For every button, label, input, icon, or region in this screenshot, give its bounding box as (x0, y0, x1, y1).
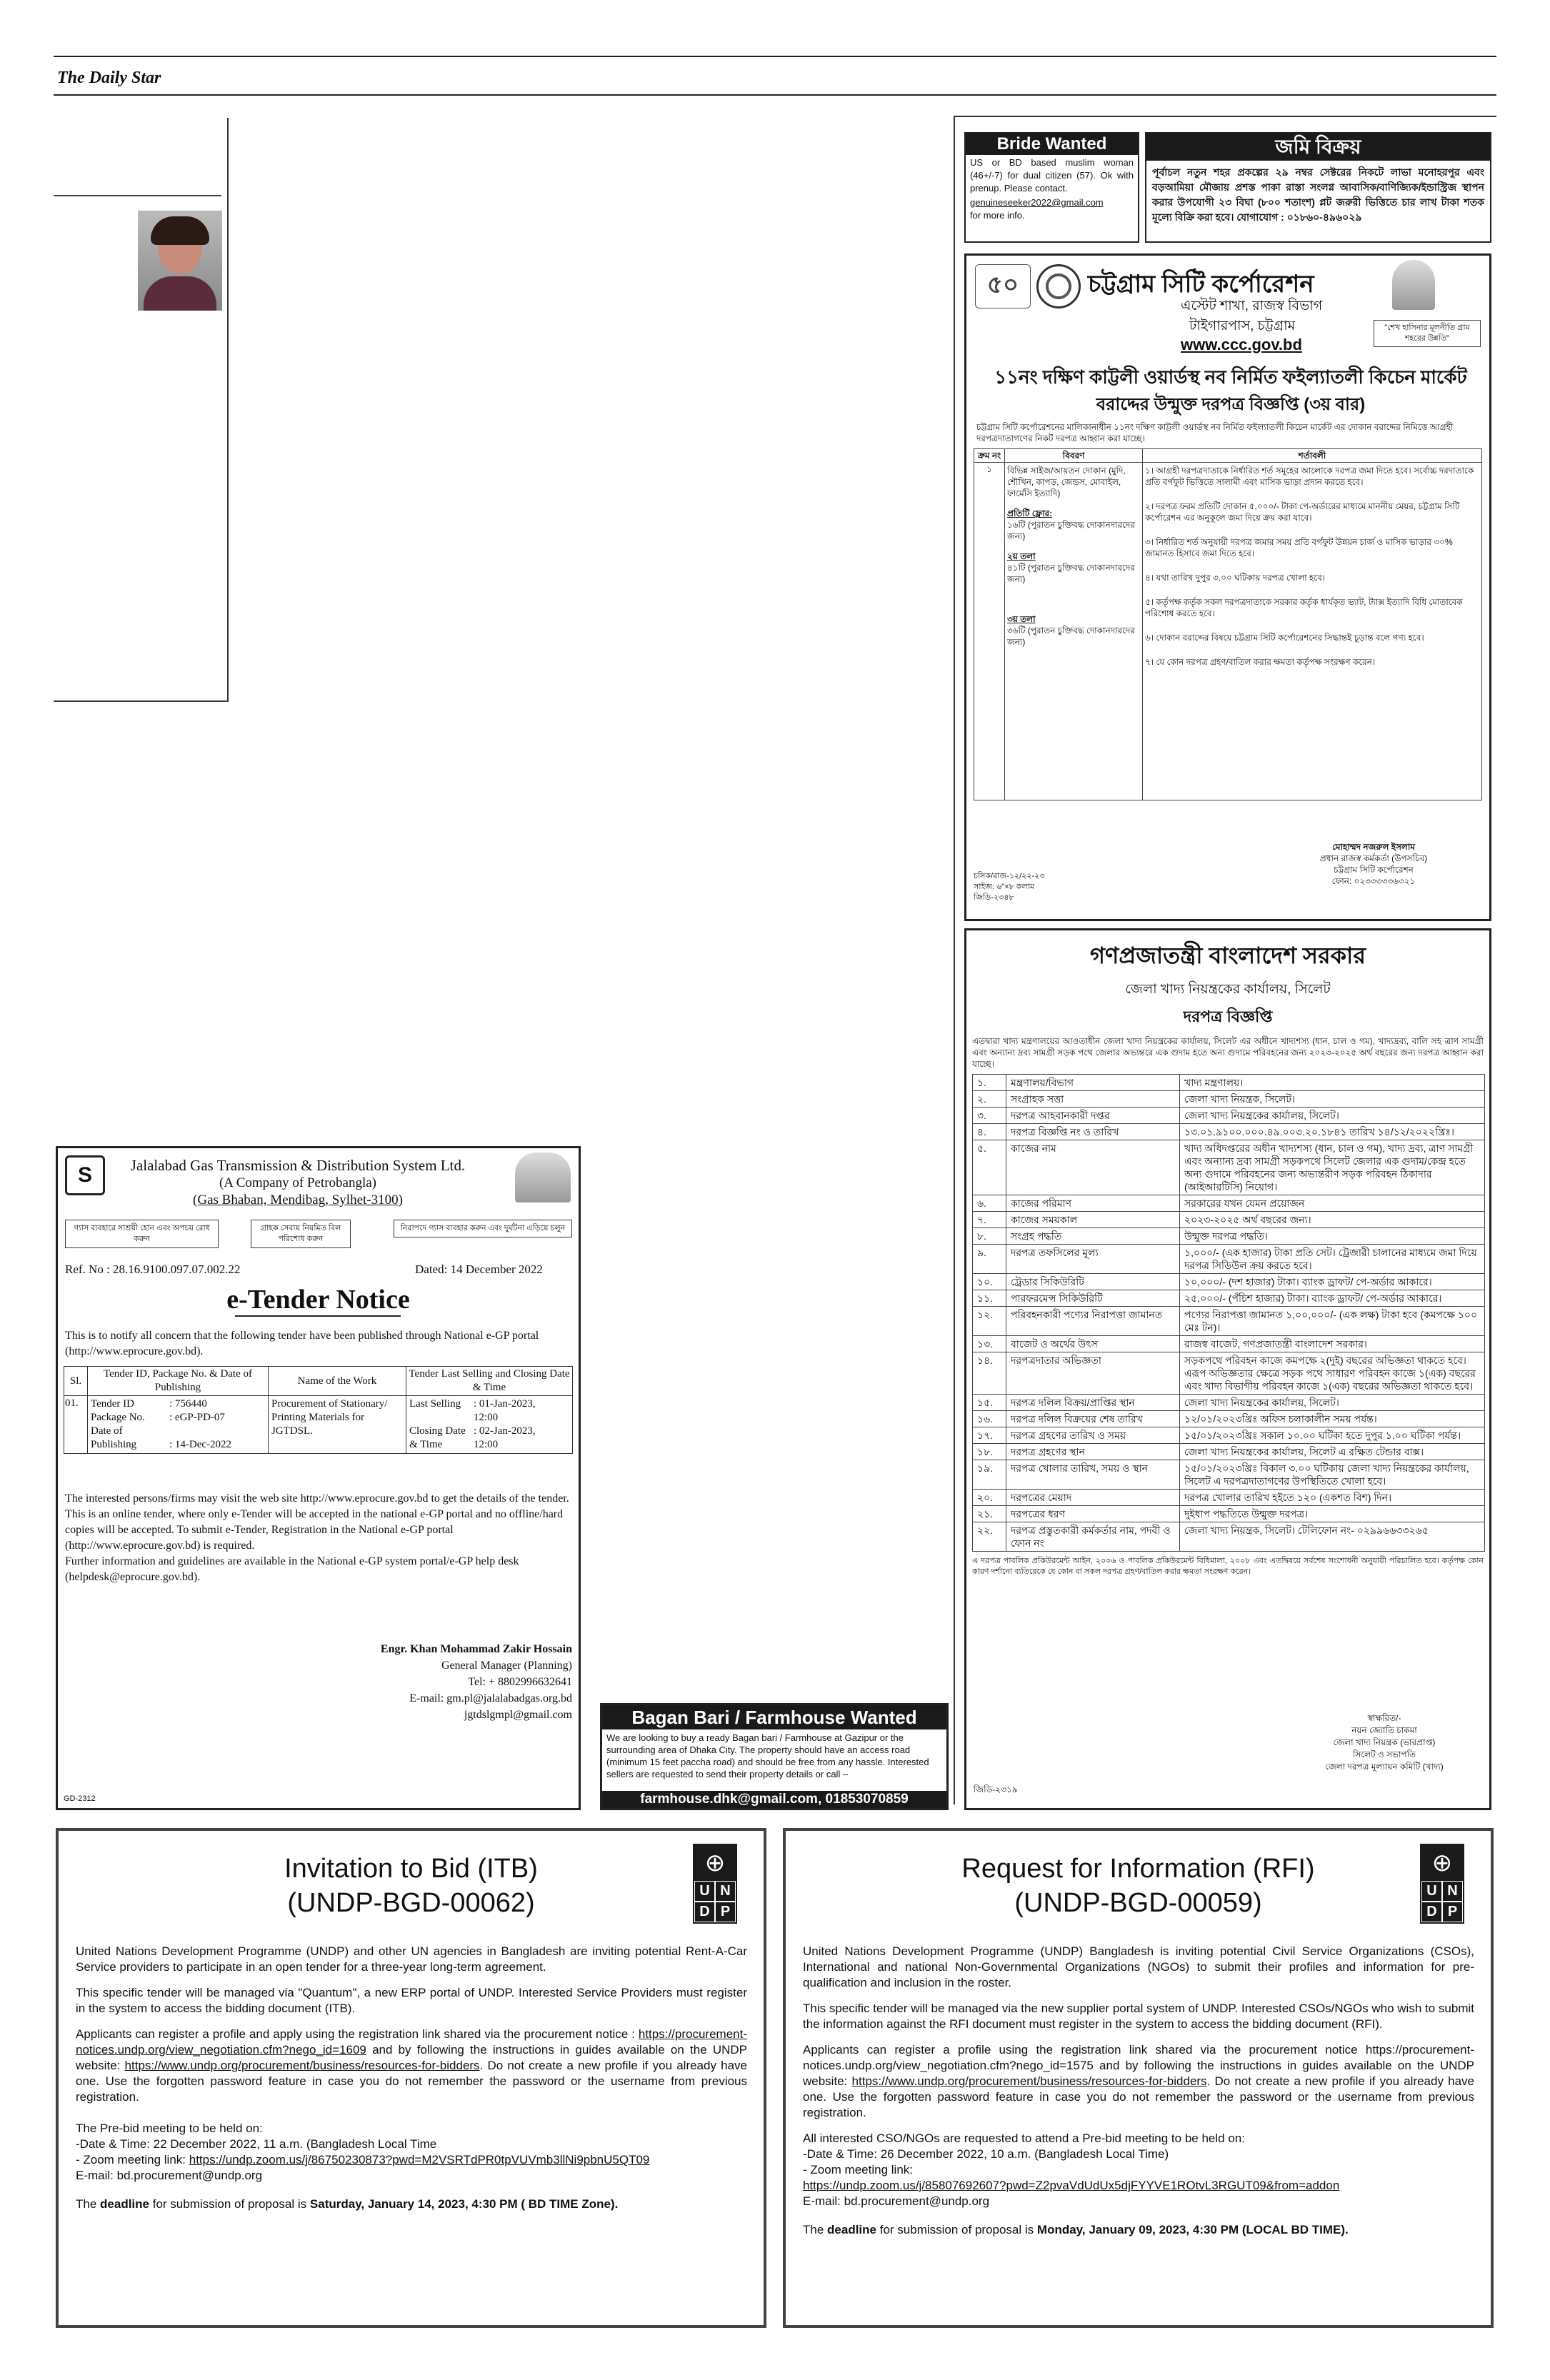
ccc-row-desc (1005, 463, 1143, 800)
food-row-label: ট্রেডার সিকিউরিটি (1006, 1274, 1180, 1290)
food-row-value: দুইধাপ পদ্ধতিতে উন্মুক্ত দরপত্র। (1180, 1506, 1485, 1522)
ccc-intro: চট্টগ্রাম সিটি কর্পোরেশনের মালিকানাধীন ১১নং দক্ষিণ কাট্টলী ওয়ার্ডস্থ নব নির্মিত ফইল্যাতলী কিচেন মার্কেট এর দোকান বরাদ্দের নিমিত্তে আগ্রহী দরপত্রদাতাগণের নিকট দরপত্র আহ্বান করা যাচ্ছে। (976, 422, 1454, 443)
itb-body (76, 1944, 747, 2222)
bagan-bari-title: Bagan Bari / Farmhouse Wanted (602, 1705, 946, 1729)
ccc-dept: এস্টেট শাখা, রাজস্ব বিভাগ (1181, 298, 1323, 313)
jalalabad-th-sl: Sl. (64, 1367, 88, 1396)
ccc-signer-name: মোহাম্মদ নজরুল ইসলাম (1332, 842, 1415, 852)
undp-letter: U (694, 1881, 715, 1902)
food-row-value: ২০২৩-২০২৫ অর্থ বছরের জন্য। (1180, 1212, 1485, 1228)
jalalabad-slogan-1: গ্যাস ব্যবহারে সাশ্রয়ী হোন এবং অপচয় রোধ করুন (65, 1220, 219, 1248)
food-signer-role: জেলা খাদ্য নিয়ন্ত্রক (ভারপ্রাপ্ত) (1333, 1737, 1436, 1747)
itb-undp-logo (693, 1844, 737, 1924)
jalalabad-notice (56, 1146, 581, 1810)
itb-deadline (76, 2196, 747, 2212)
food-row-value: জেলা খাদ্য নিয়ন্ত্রকের কার্যালয়, সিলেট এ রক্ষিত টেন্ডার বাক্স। (1180, 1444, 1485, 1460)
jalalabad-title-underline (235, 1315, 401, 1317)
food-signer-place: সিলেট ও সভাপতি (1352, 1749, 1416, 1759)
undp-letter: N (715, 1881, 736, 1902)
food-row-sl: ৯. (973, 1245, 1006, 1274)
rfi-p2: This specific tender will be managed via the new supplier portal system of UNDP. Interested CSOs/NGOs who wish to submit the information against the RFI document must register in the system to access the bidding document (RFI). (803, 2002, 1474, 2031)
food-row-value: দরপত্র খোলার তারিখ হইতে ১২০ (একশত বিশ) দিন। (1180, 1490, 1485, 1506)
ccc-term: ৬। দোকান বরাদ্দের বিষয়ে চট্টগ্রাম সিটি কর্পোরেশনের সিদ্ধান্তই চূড়ান্ত বলে গণ্য হবে। (1145, 633, 1424, 643)
food-row-value: ১৫/০১/২০২৩খ্রিঃ বিকাল ৩.০০ ঘটিকায় জেলা খাদ্য নিয়ন্ত্রকের কার্যালয়, সিলেট এ দরপত্রদাতাগণের উপস্থিতিতে খোলা হবে। (1180, 1460, 1485, 1490)
food-row-label: দরপত্র আহবানকারী দপ্তর (1006, 1108, 1180, 1124)
jalalabad-slogan-2: গ্রাহক সেবায় নিয়মিত বিল পরিশোধ করুন (251, 1220, 351, 1248)
ccc-website[interactable]: www.ccc.gov.bd (1181, 336, 1302, 353)
ccc-desc-title: বিভিন্ন সাইজ/আয়তন দোকান (মুদি, শৌখিন, কাপড়, জেন্ডস, মোবাইল, ফার্মেসি ইত্যাদি) (1007, 466, 1126, 498)
rfi-guides-link[interactable]: https://www.undp.org/procurement/business/resources-for-bidders (851, 2074, 1207, 2088)
ccc-row-sl: ১ (974, 463, 1005, 800)
rfi-deadline-date: Monday, January 09, 2023, 4:30 PM (LOCAL BD TIME). (1036, 2223, 1349, 2236)
food-row-sl: ২১. (973, 1506, 1006, 1522)
jalalabad-work: Procurement of Stationary/ Printing Materials for JGTDSL. (269, 1396, 406, 1454)
food-row-label: সংগ্রহ পদ্ধতি (1006, 1228, 1180, 1245)
undp-letter: D (1421, 1902, 1442, 1922)
food-row-value: জেলা খাদ্য নিয়ন্ত্রক, সিলেট। টেলিফোন নং- ০২৯৯৬৬৩৩২৬৫ (1180, 1522, 1485, 1552)
rfi-prebid: All interested CSO/NGOs are requested to attend a Pre-bid meeting to be held on: (803, 2132, 1245, 2145)
food-table-row (973, 1307, 1485, 1336)
jalalabad-email-2[interactable]: jgtdslgmpl@gmail.com (464, 1709, 572, 1721)
rfi-deadline-word: deadline (827, 2223, 876, 2236)
bagan-bari-body: We are looking to buy a ready Bagan bari / Farmhouse at Gazipur or the surrounding area of Dhaka City. The property should have an access road (minimum 15 feet paccha road) and should be free from any hassle. Interested sellers are requested to send their property details or call – (606, 1732, 929, 1779)
food-row-value: ১০,০০০/- (দশ হাজার) টাকা। ব্যাংক ড্রাফট/ পে-অর্ডার আকারে। (1180, 1274, 1485, 1290)
food-row-label: দরপত্রদাতার অভিজ্ঞতা (1006, 1352, 1180, 1395)
food-row-value: ১২/০১/২০২৩খ্রিঃ অফিস চলাকালীন সময় পর্যন্ত। (1180, 1411, 1485, 1427)
food-row-value: ১,০০০/- (এক হাজার) টাকা প্রতি সেট। ট্রেজারী চালানের মাধ্যমে জমা দিয়ে দরপত্র সিডিউল ক্রয় করতে হবে। (1180, 1245, 1485, 1274)
food-row-label: দরপত্র দলিল বিক্রয়ের শেষ তারিখ (1006, 1411, 1180, 1427)
food-row-sl: ২. (973, 1091, 1006, 1108)
itb-prebid (76, 2121, 747, 2137)
food-table-row (973, 1108, 1485, 1124)
portrait-photo (138, 211, 222, 311)
ccc-third-text: ৩৬টি (পুরাতন চুক্তিবদ্ধ দোকানদারদের জন্য) (1007, 626, 1135, 647)
rfi-p3c: . Do not create a new profile if you already have one. Use the forgotten password feature in case you do not remember the password or the username from previous registration. (803, 2074, 1474, 2119)
masthead-rule (54, 56, 1496, 57)
itb-zoom-link[interactable]: https://undp.zoom.us/j/86750230873?pwd=M2VSRTdPR0tpVUVmb3llNi9pbnU5QT09 (189, 2153, 650, 2166)
jalalabad-logo-icon: S (65, 1155, 105, 1195)
food-row-sl: ১৫. (973, 1395, 1006, 1411)
food-table-row (973, 1522, 1485, 1552)
food-row-label: পারফরমেন্স সিকিউরিটি (1006, 1290, 1180, 1307)
food-row-sl: ১৬. (973, 1411, 1006, 1427)
jalalabad-mujib-logo (515, 1153, 571, 1202)
ccc-ref-1: চসিক/রাজ-১২/২২-২৩ (974, 872, 1045, 880)
ccc-ref-3: জিডি-২৩৪৮ (974, 893, 1014, 902)
itb-p3 (76, 2027, 747, 2105)
itb-subtitle: (UNDP-BGD-00062) (287, 1888, 535, 1918)
rfi-p3a: Applicants can register a profile using the registration link shared via the procurement notice https://procurement-notices.undp.org/view_negotiation.cfm?nego_id=1575 and by following the instructions in guides available on the UNDP website: (803, 2043, 1474, 2088)
food-row-label: দরপত্র গ্রহণের স্থান (1006, 1444, 1180, 1460)
jalalabad-last-selling: : 01-Jan-2023, 12:00 (474, 1398, 536, 1423)
food-table (972, 1074, 1485, 1552)
ccc-term: ৫। কর্তৃপক্ষ কর্তৃক সকল দরপত্রদাতাকে সরকার কর্তৃক ধার্যকৃত ভ্যাট, ট্যাক্স ইত্যাদি বিধি মোতাবেক পরিশোধ করতে হবে। (1145, 597, 1463, 618)
undp-letter: D (694, 1902, 715, 1922)
jalalabad-slogan-3: নিরাপদে গ্যাস ব্যবহার করুন এবং দুর্ঘটনা এড়িয়ে চলুন (394, 1220, 572, 1237)
food-row-sl: ১৪. (973, 1352, 1006, 1395)
food-row-label: মন্ত্রণালয়/বিভাগ (1006, 1075, 1180, 1091)
ccc-leader-portrait (1392, 260, 1435, 310)
land-sale-title: জমি বিক্রয় (1146, 134, 1490, 161)
food-table-row (973, 1460, 1485, 1490)
food-row-value: রাজস্ব বাজেট, গণপ্রজাতন্ত্রী বাংলাদেশ সরকার। (1180, 1336, 1485, 1352)
ccc-slogan: "শেখ হাসিনার মূলনীতি গ্রাম শহরের উন্নতি" (1374, 320, 1481, 347)
jalalabad-address: (Gas Bhaban, Mendibag, Sylhet-3100) (193, 1192, 403, 1207)
masthead-rule-bottom (54, 94, 1496, 96)
undp-letter: P (1442, 1902, 1463, 1922)
food-row-label: সংগ্রাহক সত্তা (1006, 1091, 1180, 1108)
itb-zoom (76, 2152, 747, 2168)
food-row-sl: ১১. (973, 1290, 1006, 1307)
masthead-title: The Daily Star (57, 69, 161, 87)
jalalabad-body (65, 1491, 572, 1585)
jalalabad-signer-name: Engr. Khan Mohammad Zakir Hossain (380, 1643, 572, 1655)
ccc-col-terms: শর্তাবলী (1143, 449, 1482, 463)
food-row-sl: ৬. (973, 1195, 1006, 1212)
jalalabad-company: Jalalabad Gas Transmission & Distribution System Ltd. (130, 1157, 466, 1174)
itb-p2: This specific tender will be managed via "Quantum", a new ERP portal of UNDP. Interested Service Providers must register in the system to access the bidding document (ITB). (76, 1986, 747, 2015)
ccc-term: ৪। যথা তারিখ দুপুর ৩.০০ ঘটিকায় দরপত্র খোলা হবে। (1145, 573, 1326, 583)
food-row-label: কাজের সময়কাল (1006, 1212, 1180, 1228)
jalalabad-closing-cell (406, 1396, 573, 1454)
food-table-row (973, 1352, 1485, 1395)
food-table-row (973, 1444, 1485, 1460)
jalalabad-signer-role: General Manager (Planning) (441, 1660, 572, 1672)
jalalabad-p1: The interested persons/firms may visit the web site http://www.eprocure.gov.bd to get the details of the tender. (65, 1492, 569, 1505)
food-office: জেলা খাদ্য নিয়ন্ত্রকের কার্যালয়, সিলেট (1125, 982, 1331, 997)
ccc-headline-2: বরাদ্দের উন্মুক্ত দরপত্র বিজ্ঞপ্তি (৩য় বার) (1096, 395, 1366, 414)
rfi-notice (783, 1828, 1494, 2328)
food-table-row (973, 1506, 1485, 1522)
food-row-label: কাজের পরিমাণ (1006, 1195, 1180, 1212)
food-notice (964, 928, 1491, 1810)
ccc-notice (964, 253, 1491, 921)
food-table-row (973, 1228, 1485, 1245)
itb-p1: United Nations Development Programme (UNDP) and other UN agencies in Bangladesh are inviting potential Rent-A-Car Service providers to participate in an open tender for a three-year long-term agreement. (76, 1944, 747, 1974)
jalalabad-th-closing: Tender Last Selling and Closing Date & Time (406, 1367, 573, 1396)
food-row-sl: ১. (973, 1075, 1006, 1091)
food-sign-label: স্বাক্ষরিত/- (1367, 1713, 1401, 1723)
jalalabad-sl: 01. (64, 1396, 88, 1454)
ccc-refs (974, 871, 1044, 903)
ccc-col-desc: বিবরণ (1005, 449, 1143, 463)
food-row-label: দরপত্র প্রস্তুতকারী কর্মকর্তার নাম, পদবী ও ফোন নং (1006, 1522, 1180, 1552)
food-row-sl: ২০. (973, 1490, 1006, 1506)
jalalabad-th-work: Name of the Work (269, 1367, 406, 1396)
ccc-address: টাইগারপাস, চট্টগ্রাম (1189, 318, 1296, 333)
bride-wanted-title: Bride Wanted (966, 134, 1138, 155)
food-row-label: দরপত্রের মেয়াদ (1006, 1490, 1180, 1506)
itb-guides-link[interactable]: https://www.undp.org/procurement/business/resources-for-bidders (124, 2059, 480, 2072)
undp-letter: U (1421, 1881, 1442, 1902)
food-signer (1281, 1712, 1488, 1773)
food-row-value: ২৫,০০০/- (পঁচিশ হাজার) টাকা। ব্যাংক ড্রাফট/ পে-অর্ডার আকারে। (1180, 1290, 1485, 1307)
ccc-term: ৩। নির্ধারিত শর্ত অনুযায়ী দরপত্র জমার সময় প্রতি বর্গফুট উন্নয়ন চার্জ ও মাসিক ভাড়ার ৩০% জামানত হিসাবে জমা দিতে হবে। (1145, 537, 1453, 558)
ccc-table (974, 448, 1482, 800)
jalalabad-p3: Further information and guidelines are available in the National e-GP system portal/e-GP help desk (helpdesk@eprocure.gov.bd). (65, 1555, 519, 1583)
food-row-label: দরপত্রের ধরণ (1006, 1506, 1180, 1522)
jalalabad-ref: Ref. No : 28.16.9100.097.07.002.22 (65, 1262, 241, 1276)
jalalabad-parent: (A Company of Petrobangla) (219, 1175, 377, 1190)
food-row-label: দরপত্র তফসিলের মূল্য (1006, 1245, 1180, 1274)
jalalabad-table (64, 1366, 573, 1454)
rfi-zoom-label: - Zoom meeting link: (803, 2163, 913, 2176)
ccc-second-text: ৪১টি (পুরাতন চুক্তিবদ্ধ দোকানদারদের জন্য) (1007, 563, 1135, 584)
itb-p3c: . Do not create a new profile if you already have one. Use the forgotten password feature in case you do not remember the password or the username from previous registration. (76, 2059, 747, 2104)
jalalabad-date: : 14-Dec-2022 (169, 1439, 232, 1450)
food-row-label: দরপত্র দলিল বিক্রয়/প্রাপ্তির স্থান (1006, 1395, 1180, 1411)
food-table-row (973, 1490, 1485, 1506)
ccc-signer-role: প্রধান রাজস্ব কর্মকর্তা (উপসচিব) (1319, 853, 1428, 863)
food-row-value: পণ্যের নিরাপত্তা জামানত ১,০০,০০০/- (এক লক্ষ) টাকা হবে (কমপক্ষে ১০০ মেঃ টন)। (1180, 1307, 1485, 1336)
bagan-bari-ad (600, 1703, 949, 1810)
food-row-label: দরপত্র খোলার তারিখ, সময় ও স্থান (1006, 1460, 1180, 1490)
undp-letter: P (715, 1902, 736, 1922)
food-row-value: সড়কপথে পরিবহন কাজে কমপক্ষে ২(দুই) বছরের অভিজ্ঞতা থাকতে হবে। এরূপ অভিজ্ঞতার ক্ষেত্রে সড়ক পথে সাধারণ পরিবহন কাজে ১(এক) বছরের এবং খাদ্য বিভাগীয় পরিবহন কাজে ১(এক) বছরের অভিজ্ঞতা থাকতে হবে। (1180, 1352, 1485, 1395)
food-table-row (973, 1290, 1485, 1307)
ccc-signer-org: চট্টগ্রাম সিটি কর্পোরেশন (1334, 865, 1414, 875)
food-row-value: খাদ্য অধিদপ্তরের অধীন খাদ্যশস্য (ধান, চাল ও গম), খাদ্য দ্রব্য, ত্রাণ সামগ্রী এবং অন্যান্য দ্রব্য সামগ্রী সড়কপথে সিলেট জেলার এক গুদাম/কেন্দ্র হতে অন্য গুদামে পরিবহনের জন্য অভ্যন্তরীণ সড়ক পরিবহন ঠিকাদার (আইআরটিসি) নিয়োগ। (1180, 1140, 1485, 1195)
rfi-email[interactable]: E-mail: bd.procurement@undp.org (803, 2194, 990, 2208)
food-table-row (973, 1195, 1485, 1212)
itb-email[interactable]: E-mail: bd.procurement@undp.org (76, 2169, 263, 2182)
food-gov: গণপ্রজাতন্ত্রী বাংলাদেশ সরকার (1090, 943, 1366, 968)
ccc-signer (1266, 841, 1481, 887)
food-row-sl: ২২. (973, 1522, 1006, 1552)
rfi-p3 (803, 2042, 1474, 2121)
undp-globe-icon: ⊕ (694, 1845, 736, 1881)
undp-globe-icon: ⊕ (1421, 1845, 1463, 1881)
food-row-label: কাজের নাম (1006, 1140, 1180, 1195)
rfi-deadline-pre: The (803, 2223, 824, 2236)
rfi-deadline-mid: for submission of proposal is (879, 2223, 1034, 2236)
food-row-value: ১৫/০১/২০২৩খ্রিঃ সকাল ১০.০০ ঘটিকা হতে দুপুর ১.০০ ঘটিকা পর্যন্ত। (1180, 1427, 1485, 1444)
jalalabad-tender-id-label: Tender ID (91, 1398, 135, 1410)
ccc-term: ২। দরপত্র ফরম প্রতিটি দোকান ৫,০০০/- টাকা পে-অর্ডারের মাধ্যমে মাননীয় মেয়র, চট্টগ্রাম সিটি কর্পোরেশন এর অনুকূলে জমা দিয়ে ক্রয় করা যাবে। (1145, 501, 1460, 523)
rfi-subtitle: (UNDP-BGD-00059) (1014, 1888, 1262, 1918)
bride-wanted-more: for more info. (970, 210, 1025, 221)
jalalabad-tender-id: : 756440 (169, 1398, 207, 1410)
food-row-label: দরপত্র বিজ্ঞপ্তি নং ও তারিখ (1006, 1124, 1180, 1140)
food-table-row (973, 1245, 1485, 1274)
food-row-value: জেলা খাদ্য নিয়ন্ত্রকের কার্যালয়, সিলেট। (1180, 1395, 1485, 1411)
left-column-rule (54, 195, 221, 196)
jalalabad-package-label: Package No. (91, 1412, 145, 1423)
ccc-org-name: চট্টগ্রাম সিটি কর্পোরেশন (1088, 271, 1314, 298)
ccc-second-label: ২য় তলা (1007, 551, 1036, 561)
food-row-sl: ১৭. (973, 1427, 1006, 1444)
food-table-row (973, 1140, 1485, 1195)
land-sale-ad (1145, 132, 1491, 243)
food-row-sl: ১৯. (973, 1460, 1006, 1490)
bagan-bari-contact[interactable]: farmhouse.dhk@gmail.com, 01853070859 (602, 1791, 946, 1808)
food-row-value: সরকারের যখন যেমন প্রয়োজন (1180, 1195, 1485, 1212)
rfi-p1: United Nations Development Programme (UNDP) Bangladesh is inviting potential Civil Service Organizations (CSOs), International and national Non-Governmental Organizations (NGOs) to submit their profiles and information for pre-qualification and inclusion in the roster. (803, 1944, 1474, 1989)
itb-zoom-label: - Zoom meeting link: (76, 2153, 186, 2166)
jalalabad-last-selling-label: Last Selling (409, 1398, 461, 1410)
food-row-value: উন্মুক্ত দরপত্র পদ্ধতি। (1180, 1228, 1485, 1245)
ccc-mujib-logo: ৫০ (975, 264, 1031, 308)
food-row-value: খাদ্য মন্ত্রণালয়। (1180, 1075, 1485, 1091)
rfi-title: Request for Information (RFI) (961, 1854, 1315, 1884)
itb-deadline-date: Saturday, January 14, 2023, 4:30 PM ( BD TIME Zone). (309, 2197, 619, 2211)
food-table-row (973, 1411, 1485, 1427)
jalalabad-package: : eGP-PD-07 (169, 1412, 225, 1423)
food-table-row (973, 1075, 1485, 1091)
food-row-sl: ১৩. (973, 1336, 1006, 1352)
food-table-row (973, 1395, 1485, 1411)
ccc-headline-1: ১১নং দক্ষিণ কাট্টলী ওয়ার্ডস্থ নব নির্মিত ফইল্যাতলী কিচেন মার্কেট (994, 366, 1467, 388)
itb-deadline-pre: The (76, 2197, 97, 2211)
undp-letter: N (1442, 1881, 1463, 1902)
jalalabad-email[interactable]: E-mail: gm.pl@jalalabadgas.org.bd (409, 1692, 572, 1704)
food-row-sl: ১২. (973, 1307, 1006, 1336)
jalalabad-date-label: Date of Publishing (91, 1425, 137, 1450)
itb-deadline-mid: for submission of proposal is (152, 2197, 307, 2211)
itb-pre: The Pre-bid meeting to be held on: (76, 2122, 263, 2135)
itb-datetime: -Date & Time: 22 December 2022, 11 a.m. (Bangladesh Local Time (76, 2137, 437, 2151)
food-title: দরপত্র বিজ্ঞপ্তি (1183, 1008, 1273, 1025)
food-table-row (973, 1124, 1485, 1140)
left-column (54, 118, 229, 702)
jalalabad-p2: This is an online tender, where only e-Tender will be accepted in the national e-GP portal and no offline/hard copies will be accepted. To submit e-Tender, Registration in the National e-GP portal (http://www.eprocure.gov.bd) is required. (65, 1508, 564, 1552)
ccc-seal-icon (1036, 264, 1081, 308)
ccc-term: ১। আগ্রহী দরপত্রদাতাকে নির্ধারিত শর্ত সমূহের আলোকে দরপত্র জমা দিতে হবে। সর্বোচ্চ দরদাতাকে প্রতি বর্গফুট ভিত্তিতে সালামী এবং মাসিক ভাড়া প্রদান করতে হবে। (1145, 466, 1474, 487)
food-row-value: জেলা খাদ্য নিয়ন্ত্রকের কার্যালয়, সিলেট। (1180, 1108, 1485, 1124)
food-table-row (973, 1427, 1485, 1444)
food-row-label: দরপত্র গ্রহণের তারিখ ও সময় (1006, 1427, 1180, 1444)
food-note: এ দরপত্র পাবলিক প্রকিউরমেন্ট আইন, ২০০৬ ও পাবলিক প্রকিউরমেন্ট বিধিমালা, ২০০৮ এবং এতদ্বিষয়ে সর্বশেষ সংশোধনী অনুযায়ী পরিচালিত হবে। কর্তৃপক্ষ কোন কারণ দর্শানো ব্যতিরেকে যে কোন বা সকল দরপত্র গ্রহণ/বাতিল করার ক্ষমতা সংরক্ষণ করেন। (972, 1557, 1484, 1576)
jalalabad-code: GD-2312 (64, 1794, 96, 1803)
food-row-sl: ১৮. (973, 1444, 1006, 1460)
ccc-third-label: ৩য় তলা (1007, 614, 1036, 624)
ccc-ref-2: সাইজ: ৬"×৮ কলাম (974, 883, 1034, 891)
rfi-zoom-link[interactable]: https://undp.zoom.us/j/85807692607?pwd=Z2pvaVdUdUx5djFYYVE1ROtvL3RGUT09&from=addon (803, 2179, 1340, 2192)
food-row-sl: ১০. (973, 1274, 1006, 1290)
ccc-signer-phone: ফোন: ০২৩৩৩৩৩৬৩২১ (1331, 876, 1416, 886)
land-sale-body: পূর্বাচল নতুন শহর প্রকল্পের ২৯ নম্বর সেক্টরের নিকটে লাভা মনোহরপুর এবং বড়আমিয়া মৌজায় প্রশস্ত পাকা রাস্তা সংলগ্ন আবাসিক/বাণিজ্যিক/ইন্ডাস্ট্রিজ স্থাপন করার উপযোগী ২৩ বিঘা (৮০০ শতাংশ) প্লট জরুরী ভিত্তিতে চার লাখ টাকা শতক মূল্যে বিক্রি করা হবে। যোগাযোগ : ০১৮৬০-৪৯৬০২৯ (1152, 166, 1484, 223)
food-table-row (973, 1336, 1485, 1352)
food-code: জিডি-২৩১৯ (974, 1784, 1018, 1794)
jalalabad-closing: : 02-Jan-2023, 12:00 (474, 1425, 536, 1450)
rfi-datetime: -Date & Time: 26 December 2022, 10 a.m. (Bangladesh Local Time) (803, 2147, 1169, 2161)
jalalabad-signer (315, 1641, 572, 1723)
ccc-col-sl: ক্রম নং (974, 449, 1005, 463)
itb-deadline-word: deadline (100, 2197, 149, 2211)
food-intro: এতদ্বারা খাদ্য মন্ত্রণালয়ের আওতাধীন জেলা খাদ্য নিয়ন্ত্রকের কার্যালয়, সিলেট এর অধীনে খাদ্যশস্য (ধান, চাল ও গম), খাদ্যদ্রব্য, বালি সহ ত্রাণ সামগ্রী এবং অন্যান্য দ্রব্য সামগ্রী সড়ক পথে জেলার অভ্যন্তরে এক গুদাম হতে অন্য গুদামে পরিবহনের জন্য ২০২৩-২০২৫ অর্থ বছরের জন্য দরপত্র আহ্বান করা যাচ্ছে। (972, 1036, 1484, 1069)
food-row-value: জেলা খাদ্য নিয়ন্ত্রক, সিলেট। (1180, 1091, 1485, 1108)
ccc-row-terms (1143, 463, 1482, 800)
food-table-row (973, 1274, 1485, 1290)
itb-registration-link[interactable]: https://procurement-notices.undp.org/view_negotiation.cfm?nego_id=1609 (76, 2027, 747, 2057)
jalalabad-dated: Dated: 14 December 2022 (415, 1262, 543, 1276)
rfi-body (803, 1944, 1474, 2248)
jalalabad-intro: This is to notify all concern that the following tender have been published through National e-GP portal (http://www.eprocure.gov.bd). (65, 1330, 539, 1357)
bride-wanted-ad (964, 132, 1139, 243)
jalalabad-tel: Tel: + 8802996632641 (468, 1676, 572, 1688)
itb-notice (56, 1828, 766, 2328)
food-table-row (973, 1212, 1485, 1228)
ccc-ground-label: প্রতিটি ফ্লোর: (1007, 508, 1053, 518)
itb-p3a: Applicants can register a profile and apply using the registration link shared via the procurement notice : (76, 2027, 635, 2041)
jalalabad-id-cell (88, 1396, 269, 1454)
food-row-sl: ৭. (973, 1212, 1006, 1228)
food-row-sl: ৮. (973, 1228, 1006, 1245)
jalalabad-th-id: Tender ID, Package No. & Date of Publishing (88, 1367, 269, 1396)
food-signer-name: নয়ন জ্যোতি চাকমা (1351, 1725, 1417, 1735)
food-row-sl: ৩. (973, 1108, 1006, 1124)
rfi-deadline (803, 2222, 1474, 2238)
ccc-term: ৭। যে কোন দরপত্র গ্রহণ/বাতিল করার ক্ষমতা কর্তৃপক্ষ সংরক্ষণ করেন। (1145, 657, 1376, 667)
jalalabad-closing-label: Closing Date & Time (409, 1425, 466, 1450)
food-row-sl: ৪. (973, 1124, 1006, 1140)
itb-title: Invitation to Bid (ITB) (284, 1854, 538, 1884)
rfi-undp-logo (1420, 1844, 1464, 1924)
itb-p3b: and by following the instructions in guides available on the UNDP website: (76, 2043, 747, 2072)
food-row-sl: ৫. (973, 1140, 1006, 1195)
food-signer-committee: জেলা দরপত্র মূল্যায়ন কমিটি (খাদ্য) (1325, 1762, 1444, 1772)
food-row-label: পরিবহনকারী পণ্যের নিরাপত্তা জামানত (1006, 1307, 1180, 1336)
ccc-ground-text: ১৬টি (পুরাতন চুক্তিবদ্ধ দোকানদারদের জন্য) (1007, 520, 1135, 541)
food-table-row (973, 1091, 1485, 1108)
food-row-value: ১৩.০১.৯১০০.০০০.৪৯.০০৩.২০.১৮৪১ তারিখ ১৪/১২/২০২২খ্রিঃ। (1180, 1124, 1485, 1140)
bride-wanted-body: US or BD based muslim woman (46+/-7) for dual citizen (57). Ok with prenup. Please contact. (970, 157, 1134, 194)
food-row-label: বাজেট ও অর্থের উৎস (1006, 1336, 1180, 1352)
bride-wanted-email[interactable]: genuineseeker2022@gmail.com (970, 197, 1104, 208)
jalalabad-title: e-Tender Notice (226, 1285, 410, 1315)
